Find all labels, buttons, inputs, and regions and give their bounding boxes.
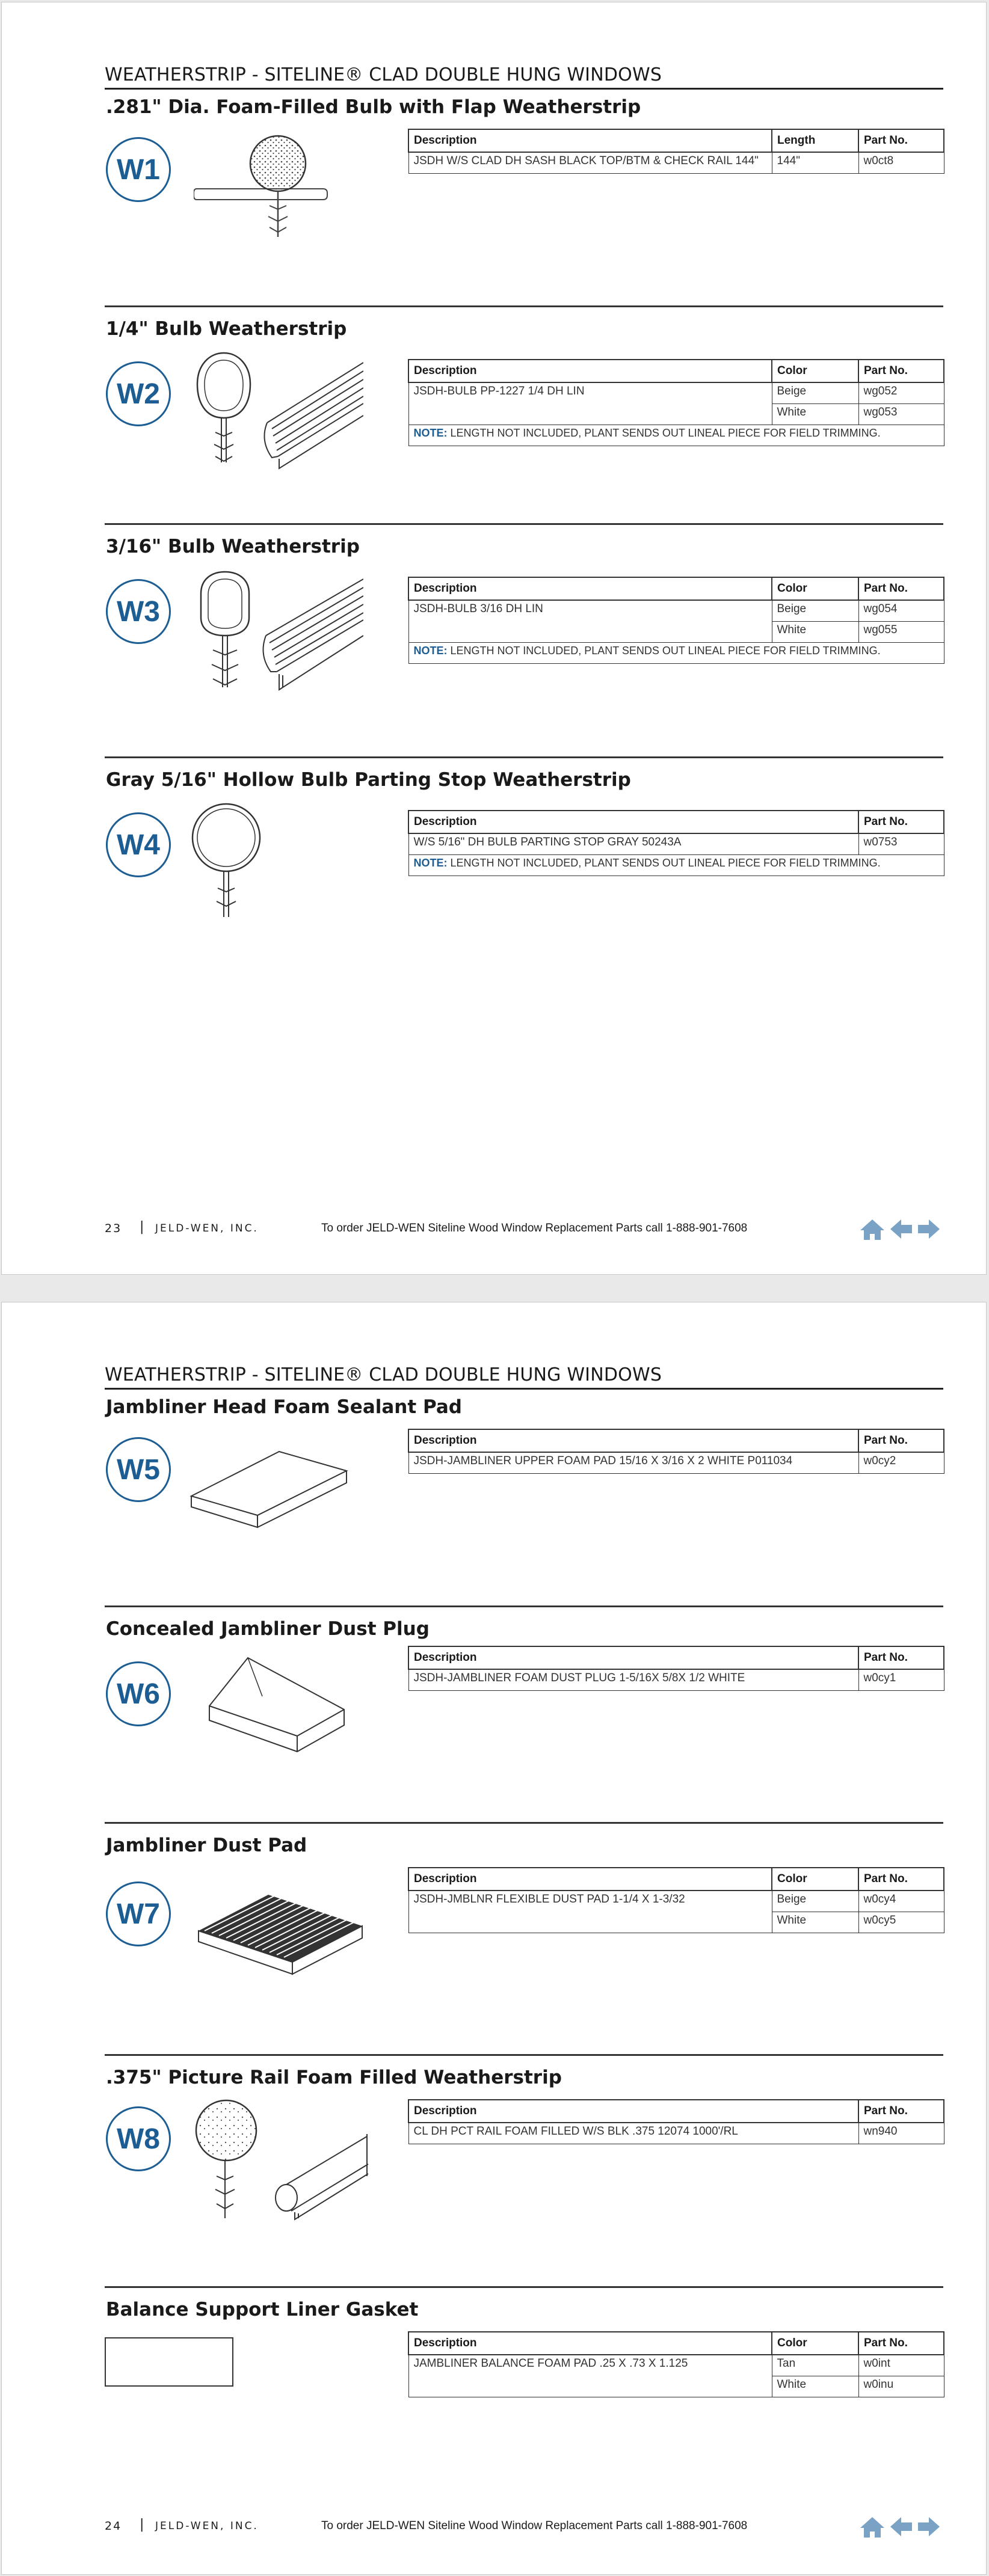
- part-no-cell: wg055: [858, 622, 944, 643]
- previous-arrow-icon[interactable]: [889, 1217, 913, 1241]
- part-no-cell: w0cy2: [858, 1452, 944, 1474]
- note-label: NOTE:: [413, 857, 448, 869]
- page-footer: [105, 1217, 943, 1241]
- page-header: [105, 1359, 943, 1390]
- table-row: [408, 2123, 944, 2144]
- description-cell: JSDH W/S CLAD DH SASH BLACK TOP/BTM & CHECK RAIL 144": [408, 152, 772, 174]
- parts-table: [408, 577, 944, 664]
- table-row: [408, 152, 944, 174]
- section-w6: [105, 1605, 943, 1800]
- section-w2: [105, 305, 943, 500]
- hollow-bulb-illustration: [189, 802, 273, 922]
- part-no-cell: wn940: [858, 2123, 944, 2144]
- column-color: Color: [772, 360, 858, 382]
- section-balance-gasket: [105, 2286, 943, 2408]
- badge-w3: W3: [106, 579, 171, 644]
- badge-w7: W7: [106, 1881, 171, 1946]
- badge-w8: W8: [106, 2106, 171, 2171]
- color-cell: Beige: [772, 382, 858, 404]
- part-no-cell: w0inu: [858, 2376, 944, 2397]
- parts-table: [408, 129, 944, 174]
- next-arrow-icon[interactable]: [917, 1217, 941, 1241]
- note-text: LENGTH NOT INCLUDED, PLANT SENDS OUT LINEAL PIECE FOR FIELD TRIMMING.: [450, 427, 881, 439]
- column-part-no: Part No.: [858, 1868, 944, 1891]
- part-no-cell: w0753: [858, 833, 944, 855]
- table-row: [408, 1452, 944, 1474]
- section-title: Gray 5/16" Hollow Bulb Parting Stop Weatherstrip: [106, 769, 631, 791]
- column-description: Description: [408, 577, 772, 600]
- section-title: 1/4" Bulb Weatherstrip: [106, 318, 347, 340]
- column-color: Color: [772, 577, 858, 600]
- nav-buttons: [859, 1217, 943, 1241]
- column-part-no: Part No.: [858, 1429, 944, 1452]
- note-text: LENGTH NOT INCLUDED, PLANT SENDS OUT LINEAL PIECE FOR FIELD TRIMMING.: [450, 645, 881, 657]
- part-no-cell: w0cy5: [858, 1912, 944, 1933]
- nav-buttons: [859, 2515, 943, 2539]
- color-cell: White: [772, 622, 858, 643]
- part-no-cell: wg053: [858, 404, 944, 425]
- note-cell: [408, 643, 944, 664]
- note-label: NOTE:: [413, 427, 448, 439]
- picture-rail-weatherstrip-illustration: [190, 2098, 371, 2224]
- quarter-inch-bulb-illustration: [189, 351, 363, 471]
- note-row: [408, 425, 944, 446]
- column-length: Length: [772, 129, 858, 152]
- column-description: Description: [408, 2100, 858, 2123]
- column-part-no: Part No.: [858, 1646, 944, 1669]
- page-footer: [105, 2515, 943, 2539]
- table-row: [408, 833, 944, 855]
- part-no-cell: w0ct8: [858, 152, 944, 174]
- page-header: [105, 59, 943, 90]
- dust-pad-illustration: [196, 1871, 365, 1979]
- column-color: Color: [772, 1868, 858, 1891]
- table-row: [408, 1669, 944, 1691]
- order-info: To order JELD-WEN Siteline Wood Window Replacement Parts call 1-888-901-7608: [321, 2519, 748, 2532]
- section-w3: [105, 523, 943, 717]
- column-color: Color: [772, 2332, 858, 2355]
- part-no-cell: wg052: [858, 382, 944, 404]
- note-text: LENGTH NOT INCLUDED, PLANT SENDS OUT LINEAL PIECE FOR FIELD TRIMMING.: [450, 857, 881, 869]
- length-cell: 144": [772, 152, 858, 174]
- section-title: Balance Support Liner Gasket: [106, 2299, 419, 2320]
- section-title: 3/16" Bulb Weatherstrip: [106, 536, 360, 557]
- section-w5: [105, 1391, 943, 1584]
- column-part-no: Part No.: [858, 360, 944, 382]
- description-cell: JSDH-BULB PP-1227 1/4 DH LIN: [408, 382, 772, 425]
- column-part-no: Part No.: [858, 2332, 944, 2355]
- page-header-title: WEATHERSTRIP - SITELINE® CLAD DOUBLE HUNG WINDOWS: [105, 1364, 662, 1385]
- column-description: Description: [408, 1868, 772, 1891]
- section-title: Jambliner Dust Pad: [106, 1835, 307, 1856]
- note-label: NOTE:: [413, 645, 448, 657]
- column-description: Description: [408, 1646, 858, 1669]
- parts-table: [408, 1646, 944, 1691]
- parts-table: [408, 2099, 944, 2144]
- table-row: [408, 2355, 944, 2376]
- badge-w1: W1: [106, 137, 171, 202]
- dust-plug-illustration: [207, 1654, 351, 1756]
- description-cell: W/S 5/16" DH BULB PARTING STOP GRAY 50243A: [408, 833, 858, 855]
- color-cell: White: [772, 2376, 858, 2397]
- color-cell: White: [772, 1912, 858, 1933]
- section-w7: [105, 1822, 943, 2016]
- color-cell: White: [772, 404, 858, 425]
- description-cell: JSDH-JMBLNR FLEXIBLE DUST PAD 1-1/4 X 1-3/32: [408, 1891, 772, 1933]
- previous-arrow-icon[interactable]: [889, 2515, 913, 2539]
- company-name: JELD-WEN, INC.: [155, 2520, 259, 2532]
- table-row: [408, 1891, 944, 1912]
- three-sixteenth-bulb-illustration: [189, 569, 363, 696]
- column-part-no: Part No.: [858, 129, 944, 152]
- part-no-cell: w0cy4: [858, 1891, 944, 1912]
- page-header-title: WEATHERSTRIP - SITELINE® CLAD DOUBLE HUNG WINDOWS: [105, 64, 662, 85]
- footer-separator: |: [140, 2517, 144, 2532]
- section-title: .281" Dia. Foam-Filled Bulb with Flap Weatherstrip: [106, 96, 641, 118]
- column-description: Description: [408, 811, 858, 833]
- color-cell: Beige: [772, 600, 858, 622]
- color-cell: Tan: [772, 2355, 858, 2376]
- table-row: [408, 600, 944, 622]
- foam-bulb-flap-illustration: [194, 133, 368, 242]
- column-part-no: Part No.: [858, 2100, 944, 2123]
- column-part-no: Part No.: [858, 811, 944, 833]
- parts-table: [408, 1429, 944, 1474]
- description-cell: JSDH-JAMBLINER UPPER FOAM PAD 15/16 X 3/16 X 2 WHITE P011034: [408, 1452, 858, 1474]
- home-icon[interactable]: [859, 1217, 886, 1241]
- page-23: [1, 2, 987, 1275]
- column-description: Description: [408, 2332, 772, 2355]
- gasket-image-placeholder: [105, 2337, 233, 2387]
- section-w8: [105, 2054, 943, 2248]
- description-cell: JSDH-JAMBLINER FOAM DUST PLUG 1-5/16X 5/8X 1/2 WHITE: [408, 1669, 858, 1691]
- page-number: 23: [105, 1222, 122, 1235]
- note-row: [408, 643, 944, 664]
- column-description: Description: [408, 129, 772, 152]
- order-info: To order JELD-WEN Siteline Wood Window Replacement Parts call 1-888-901-7608: [321, 1222, 748, 1234]
- description-cell: JAMBLINER BALANCE FOAM PAD .25 X .73 X 1.125: [408, 2355, 772, 2397]
- section-w1: [105, 91, 943, 284]
- table-row: [408, 382, 944, 404]
- parts-table: [408, 810, 944, 876]
- section-w4: [105, 756, 943, 951]
- parts-table: [408, 1867, 944, 1933]
- section-title: Concealed Jambliner Dust Plug: [106, 1618, 430, 1640]
- parts-table: [408, 359, 944, 446]
- part-no-cell: w0cy1: [858, 1669, 944, 1691]
- description-cell: CL DH PCT RAIL FOAM FILLED W/S BLK .375 12074 1000'/RL: [408, 2123, 858, 2144]
- note-row: [408, 855, 944, 876]
- note-cell: [408, 855, 944, 876]
- note-cell: [408, 425, 944, 446]
- part-no-cell: wg054: [858, 600, 944, 622]
- column-description: Description: [408, 360, 772, 382]
- section-title: Jambliner Head Foam Sealant Pad: [106, 1396, 462, 1418]
- foam-sealant-pad-illustration: [189, 1440, 351, 1530]
- page-number: 24: [105, 2519, 122, 2533]
- badge-w4: W4: [106, 812, 171, 877]
- home-icon[interactable]: [859, 2515, 886, 2539]
- badge-w6: W6: [106, 1661, 171, 1726]
- company-name: JELD-WEN, INC.: [155, 1222, 259, 1234]
- page-24: [1, 1302, 987, 2575]
- next-arrow-icon[interactable]: [917, 2515, 941, 2539]
- part-no-cell: w0int: [858, 2355, 944, 2376]
- footer-separator: |: [140, 1219, 144, 1234]
- column-description: Description: [408, 1429, 858, 1452]
- badge-w2: W2: [106, 361, 171, 426]
- parts-table: [408, 2331, 944, 2397]
- column-part-no: Part No.: [858, 577, 944, 600]
- badge-w5: W5: [106, 1437, 171, 1502]
- description-cell: JSDH-BULB 3/16 DH LIN: [408, 600, 772, 643]
- section-title: .375" Picture Rail Foam Filled Weatherstrip: [106, 2067, 562, 2088]
- color-cell: Beige: [772, 1891, 858, 1912]
